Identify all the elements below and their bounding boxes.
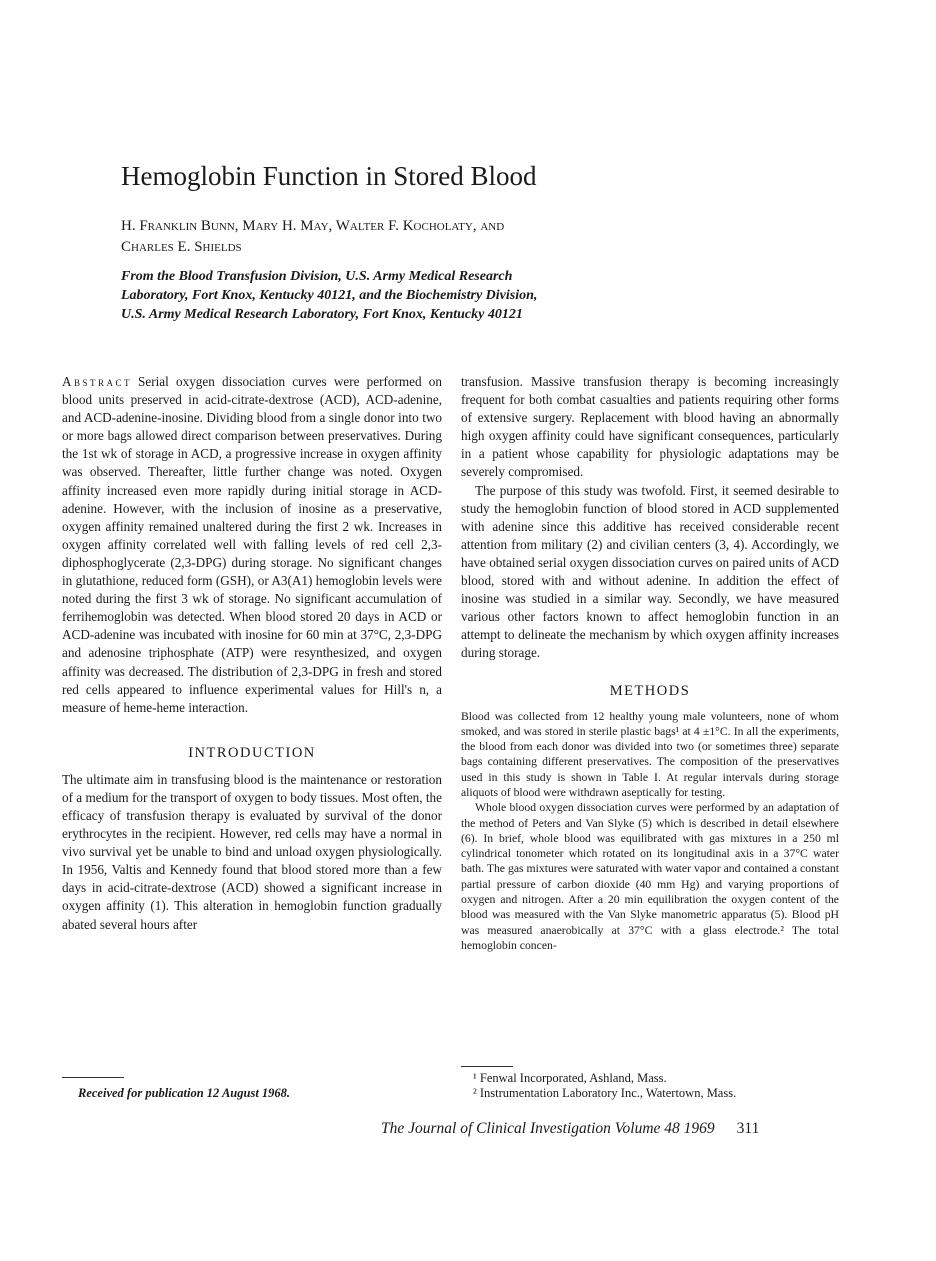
introduction-paragraph: The ultimate aim in transfusing blood is the maintenance or restoration of a medium for the transport of oxygen to body tissues. Most often, the efficacy of transfusion therapy is evaluated by survival of the donor erythrocytes in the recipient. However, red cells may have a normal in vivo survival yet be unable to bind and unload oxygen physiologically. In 1956, Valtis and Kennedy found that blood stored more than a few days in acid-citrate-dextrose (ACD) showed a significant increase in oxygen affinity (1). This alteration in hemoglobin function gradually abated several hours after — [62, 771, 442, 932]
affiliation-line: From the Blood Transfusion Division, U.S. Army Medical Research — [121, 269, 513, 284]
footnote-rule — [62, 1077, 124, 1078]
abstract-text: Serial oxygen dissociation curves were performed on blood units preserved in acid-citrate-dextrose (ACD), ACD-adenine, and ACD-adenine-inosine. Dividing blood from a single donor into two or more bags allowed direct comparison between preservatives. During the 1st wk of storage in ACD, a progressive increase in oxygen affinity was observed. Thereafter, little further change was noted. Oxygen affinity increased even more rapidly during initial storage in ACD-adenine. However, with the inclusion of inosine as a preservative, oxygen affinity remained unaltered during the first 2 wk. Increases in oxygen affinity correlated well with falling levels of red cell 2,3-diphosphoglycerate (2,3-DPG) during storage. No significant changes in glutathione, reduced form (GSH), or A3(A1) hemoglobin levels were noted during the first 3 wk of storage. No significant accumulation of ferrihemoglobin was detected. When blood stored 20 days in ACD or ACD-adenine was incubated with inosine for 60 min at 37°C, 2,3-DPG and adenosine triphosphate (ATP) were resynthesized, and oxygen affinity was decreased. The distribution of 2,3-DPG in fresh and stored red cells appeared to influence experimental values for Hill's n, a measure of heme-heme interaction. — [62, 374, 442, 715]
page-number: 311 — [736, 1120, 760, 1137]
affiliation-line: U.S. Army Medical Research Laboratory, Fort Knox, Kentucky 40121 — [121, 307, 523, 322]
author-list — [121, 216, 641, 258]
right-column — [461, 373, 839, 953]
methods-paragraph: Whole blood oxygen dissociation curves were performed by an adaptation of the method of Peters and Van Slyke (5) which is described in detail elsewhere (6). In brief, whole blood was equilibrated with gas mixtures in a 250 ml cylindrical tonometer which rotated on its longitudinal axis in a 37°C water bath. The gas mixtures were saturated with water vapor and contained a constant partial pressure of carbon dioxide (40 mm Hg) and varying proportions of oxygen and nitrogen. After a 20 min equilibration the oxygen content of the blood was measured with the Van Slyke manometric apparatus (5). Blood pH was measured anaerobically at 37°C with a glass electrode.² The total hemoglobin concen- — [461, 801, 839, 952]
methods-paragraph: Blood was collected from 12 healthy young male volunteers, none of whom smoked, and was stored in sterile plastic bags¹ at 4 ±1°C. In all the experiments, the blood from each donor was divided into two (or sometimes three) separate bags containing different preservatives. The composition of the preservatives used in this study is shown in Table I. At regular intervals during storage aliquots of blood were withdrawn aseptically for testing. — [461, 709, 839, 799]
affiliation-line: Laboratory, Fort Knox, Kentucky 40121, and the Biochemistry Division, — [121, 288, 538, 303]
abstract — [62, 373, 442, 717]
author-line: H. Franklin Bunn, Mary H. May, Walter F. Kocholaty, and — [121, 218, 505, 234]
section-heading-methods: METHODS — [609, 682, 691, 699]
journal-footer — [381, 1120, 759, 1138]
footnote: ¹ Fenwal Incorporated, Ashland, Mass. — [473, 1071, 667, 1085]
introduction-paragraph-continued: transfusion. Massive transfusion therapy is becoming increasingly frequent for both combat casualties and patients requiring other forms of extensive surgery. Replacement with blood having an abnormally high oxygen affinity could have significant consequences, particularly in a patient whose capability for physiologic adaptations may be severely compromised. — [461, 374, 839, 480]
affiliation — [121, 267, 641, 324]
footnote: ² Instrumentation Laboratory Inc., Watertown, Mass. — [473, 1086, 737, 1100]
footnotes — [473, 1071, 843, 1101]
journal-citation: The Journal of Clinical Investigation Volume 48 1969 — [381, 1120, 715, 1137]
received-date: Received for publication 12 August 1968. — [78, 1086, 291, 1100]
section-heading-introduction: INTRODUCTION — [188, 744, 316, 761]
left-column — [62, 373, 442, 934]
author-line: Charles E. Shields — [121, 239, 242, 255]
article-title: Hemoglobin Function in Stored Blood — [121, 161, 537, 191]
abstract-label: Abstract — [62, 374, 133, 389]
introduction-paragraph: The purpose of this study was twofold. First, it seemed desirable to study the hemoglobin function of blood stored in ACD supplemented with adenine since this additive has received considerable recent attention from military (2) and civilian centers (3, 4). Accordingly, we have obtained serial oxygen dissociation curves on paired units of ACD blood, stored with and without adenine. In addition the effect of inosine was studied in a similar way. Secondly, we have measured various other factors known to affect hemoglobin function in an attempt to delineate the mechanism by which oxygen affinity increases during storage. — [461, 482, 839, 661]
footnote-rule — [461, 1066, 513, 1067]
methods-body — [461, 709, 839, 954]
